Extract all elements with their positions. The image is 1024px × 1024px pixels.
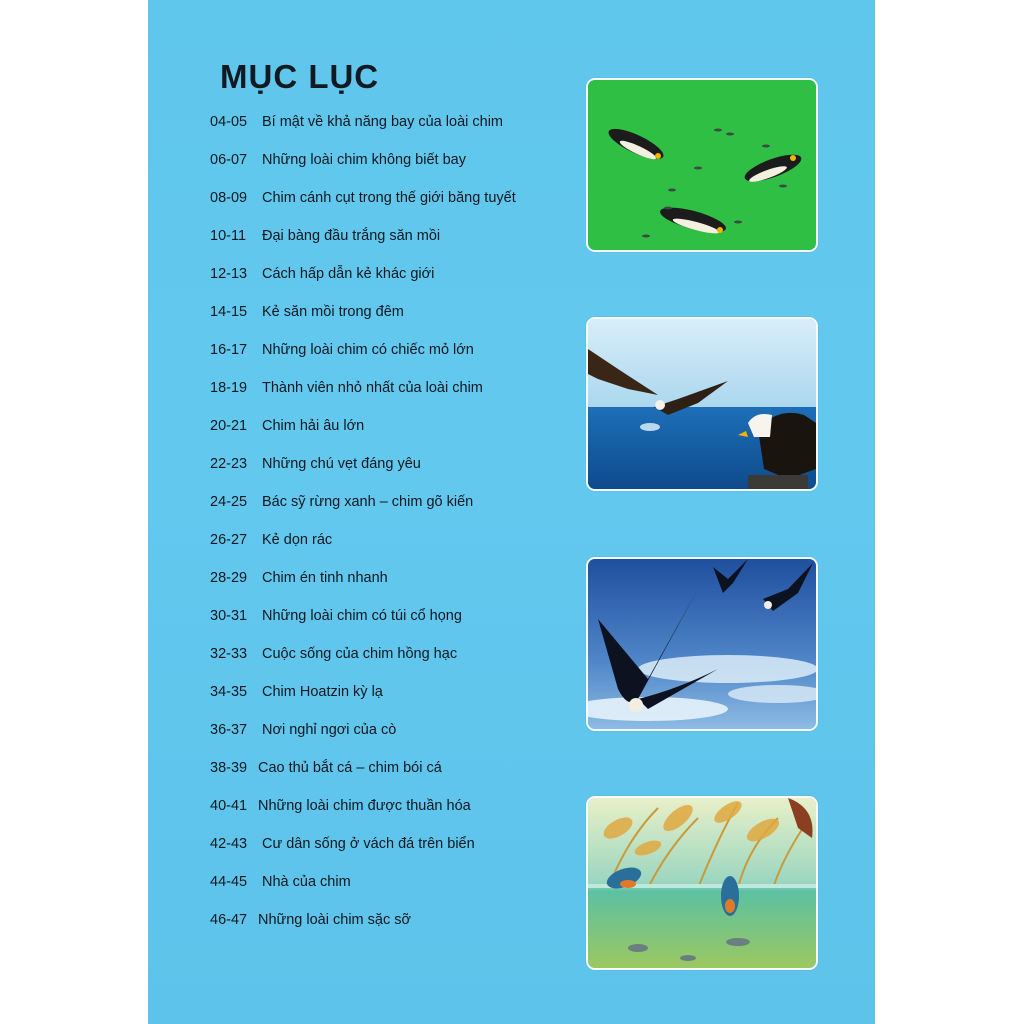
toc-entry-title: Cao thủ bắt cá – chim bói cá	[258, 760, 442, 776]
toc-entry-pages: 28-29	[210, 570, 248, 586]
toc-entry-title: Những loài chim không biết bay	[262, 152, 466, 168]
toc-entry[interactable]	[210, 331, 530, 369]
toc-entry-pages: 04-05	[210, 114, 248, 130]
swallows-illustration	[586, 557, 818, 731]
toc-entry-pages: 32-33	[210, 646, 248, 662]
toc-entry-pages: 16-17	[210, 342, 248, 358]
toc-entry-title: Chim cánh cụt trong thế giới băng tuyết	[262, 190, 516, 206]
toc-entry-pages: 46-47	[210, 912, 248, 928]
toc-entry-pages: 20-21	[210, 418, 248, 434]
toc-entry-pages: 22-23	[210, 456, 248, 472]
kingfishers-illustration	[586, 796, 818, 970]
toc-entry-pages: 06-07	[210, 152, 248, 168]
toc-entry[interactable]	[210, 141, 530, 179]
toc-entry[interactable]	[210, 255, 530, 293]
toc-entry-title: Những loài chim có túi cổ họng	[262, 608, 462, 624]
toc-entry[interactable]	[210, 559, 530, 597]
toc-entry-title: Chim én tinh nhanh	[262, 570, 388, 586]
toc-heading: MỤC LỤC	[220, 58, 380, 95]
toc-entry-title: Chim Hoatzin kỳ lạ	[262, 684, 383, 700]
toc-entry-title: Bác sỹ rừng xanh – chim gõ kiến	[262, 494, 474, 510]
book-page	[148, 0, 875, 1024]
toc-entry-pages: 08-09	[210, 190, 248, 206]
toc-entry-title: Chim hải âu lớn	[262, 418, 365, 434]
toc-entry-pages: 14-15	[210, 304, 248, 320]
toc-entry[interactable]	[210, 597, 530, 635]
toc-entry[interactable]	[210, 217, 530, 255]
toc-entry-title: Kẻ dọn rác	[262, 532, 333, 548]
toc-entry-pages: 30-31	[210, 608, 248, 624]
toc-entry[interactable]	[210, 293, 530, 331]
toc-entry[interactable]	[210, 901, 530, 939]
toc-entry-title: Những loài chim sặc sỡ	[258, 912, 411, 928]
toc-entry-title: Đại bàng đầu trắng săn mồi	[262, 228, 441, 244]
toc-entry-pages: 44-45	[210, 874, 248, 890]
toc-entry-title: Cư dân sống ở vách đá trên biển	[262, 836, 475, 852]
toc-entry[interactable]	[210, 787, 530, 825]
toc-entry-title: Kẻ săn mồi trong đêm	[262, 304, 404, 320]
toc-entry[interactable]	[210, 521, 530, 559]
toc-entry-title: Nơi nghỉ ngơi của cò	[262, 722, 397, 738]
toc-entry[interactable]	[210, 369, 530, 407]
toc-entry-title: Cuộc sống của chim hồng hạc	[262, 646, 458, 662]
toc-entry-title: Những loài chim được thuần hóa	[258, 798, 471, 814]
toc-entry[interactable]	[210, 407, 530, 445]
toc-entry-title: Nhà của chim	[262, 874, 351, 890]
toc-entry-title: Bí mật về khả năng bay của loài chim	[262, 114, 503, 130]
toc-entry-title: Thành viên nhỏ nhất của loài chim	[262, 380, 483, 396]
toc-entry-pages: 36-37	[210, 722, 248, 738]
eagles-illustration	[586, 317, 818, 491]
toc-entry[interactable]	[210, 863, 530, 901]
toc-entry-pages: 34-35	[210, 684, 248, 700]
toc-entry-title: Những loài chim có chiếc mỏ lớn	[262, 342, 474, 358]
toc-entry-title: Những chú vẹt đáng yêu	[262, 456, 421, 472]
toc-entry-pages: 42-43	[210, 836, 248, 852]
toc-entry[interactable]	[210, 445, 530, 483]
toc-entry-pages: 26-27	[210, 532, 248, 548]
toc-entry[interactable]	[210, 483, 530, 521]
toc-entry-title: Cách hấp dẫn kẻ khác giới	[262, 266, 435, 282]
toc-entry-pages: 38-39	[210, 760, 248, 776]
toc-entry[interactable]	[210, 179, 530, 217]
toc-entry[interactable]	[210, 103, 530, 141]
toc-entry-pages: 10-11	[210, 228, 247, 244]
penguins-illustration	[586, 78, 818, 252]
toc-entry-pages: 40-41	[210, 798, 248, 814]
toc-entry[interactable]	[210, 749, 530, 787]
toc-entry[interactable]	[210, 711, 530, 749]
toc-entry[interactable]	[210, 673, 530, 711]
toc-entry-pages: 18-19	[210, 380, 248, 396]
toc-entry-pages: 12-13	[210, 266, 248, 282]
table-of-contents	[210, 103, 530, 939]
toc-entry[interactable]	[210, 635, 530, 673]
toc-entry-pages: 24-25	[210, 494, 248, 510]
toc-entry[interactable]	[210, 825, 530, 863]
